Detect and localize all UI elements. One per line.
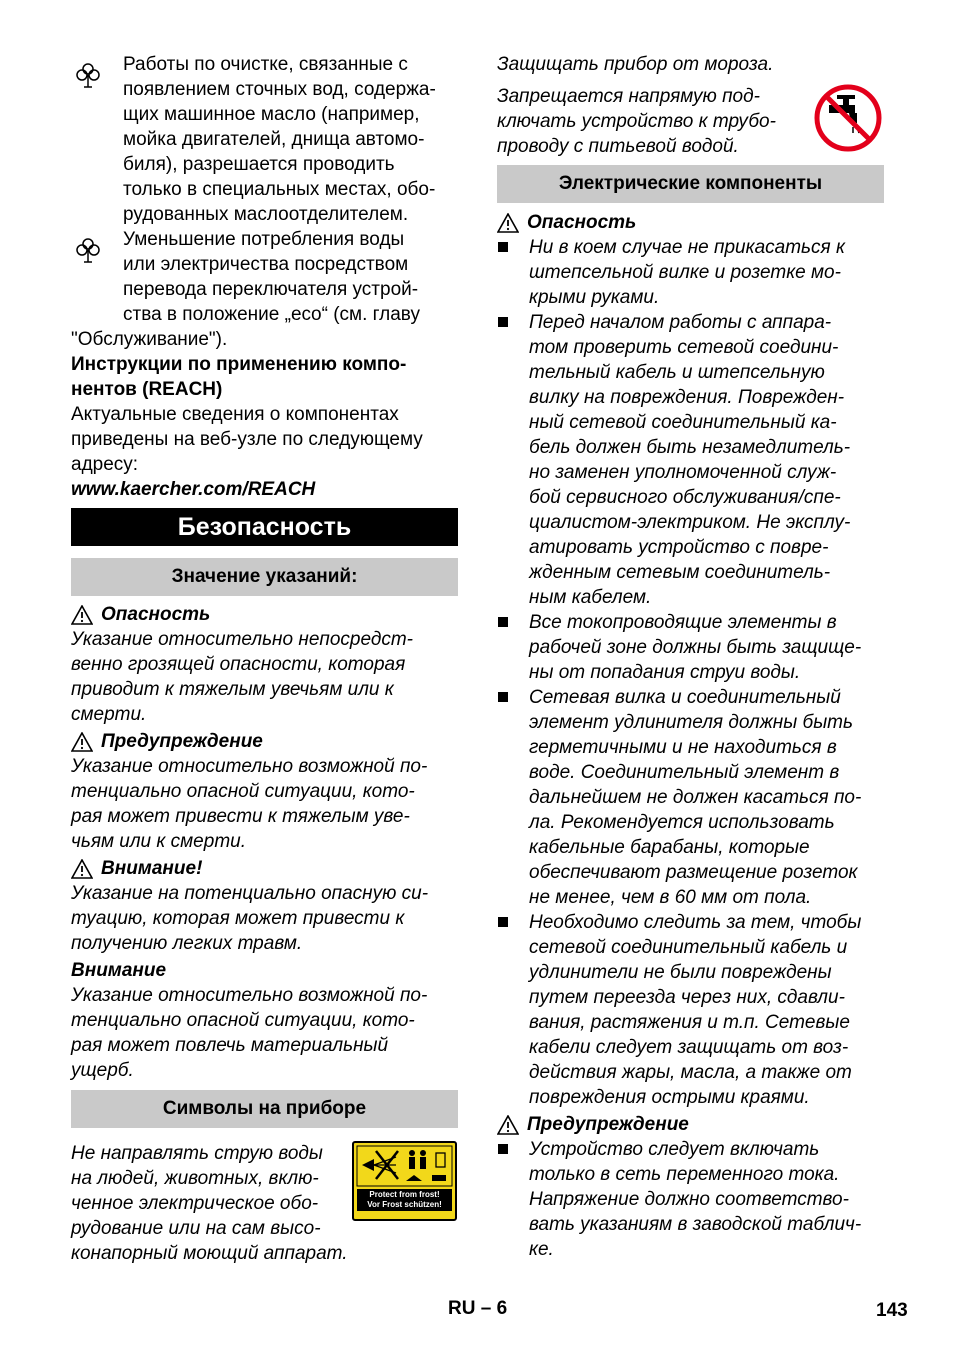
label-line: Vor Frost schützen!	[367, 1200, 442, 1209]
text-line: Работы по очистке, связанные с	[123, 54, 408, 75]
text-line: адресу:	[71, 454, 139, 475]
text-line: только в специальных местах, обо-	[123, 179, 436, 200]
frost-note: Защищать прибор от мороза.	[497, 54, 774, 75]
warning-triangle-icon	[71, 859, 93, 879]
text-line: Все токопроводящие элементы в	[529, 612, 837, 633]
text-line: вания, растяжения и т.п. Сетевые	[529, 1012, 850, 1033]
text-line: воде. Соединительный элемент в	[529, 762, 840, 783]
text-line: ке.	[529, 1239, 554, 1260]
text-line: тенциально опасной ситуации, кото-	[71, 1010, 415, 1031]
list-item	[497, 310, 884, 610]
environment-icon	[73, 60, 103, 90]
warning-triangle-icon	[497, 213, 519, 233]
text-line: перевода переключателя устрой-	[123, 279, 419, 300]
text-line: смерти.	[71, 704, 147, 725]
danger-heading	[71, 602, 458, 627]
text-line: Перед началом работы с аппара-	[529, 312, 832, 333]
text-line: вать указаниям в заводской таблич-	[529, 1214, 862, 1235]
text-line: ны от попадания струи воды.	[529, 662, 801, 683]
text-line: Устройство следует включать	[529, 1139, 820, 1160]
text-line: штепсельной вилке и розетке мо-	[529, 262, 841, 283]
text-line: Напряжение должно соответство-	[529, 1189, 849, 1210]
list-item	[497, 685, 884, 910]
list-item	[497, 610, 884, 685]
text-line: повреждения острыми краями.	[529, 1087, 810, 1108]
text-line: кабели следует защищать от воз-	[529, 1037, 849, 1058]
text-line: получению легких травм.	[71, 933, 303, 954]
text-line: ла. Рекомендуется использовать	[529, 812, 835, 833]
text-line: ный сетевой соединительный ка-	[529, 412, 837, 433]
text-line: том проверить сетевой соедини-	[529, 337, 839, 358]
reach-title: нентов (REACH)	[71, 379, 223, 400]
text-line: тельный кабель и штепсельную	[529, 362, 825, 383]
text-line: мойка двигателей, днища автомо-	[123, 129, 425, 150]
text-line: ключать устройство к трубо-	[497, 111, 776, 132]
warning-triangle-icon	[497, 1115, 519, 1135]
text-line: бой сервисного обслуживания/спе-	[529, 487, 841, 508]
text-line: Ни в коем случае не прикасаться к	[529, 237, 845, 258]
list-item	[497, 1137, 884, 1262]
danger-label: Опасность	[527, 212, 637, 233]
electric-danger-list	[497, 210, 884, 1262]
text-line: обеспечивают размещение розеток	[529, 862, 858, 883]
text-line: Необходимо следить за тем, чтобы	[529, 912, 862, 933]
danger-label: Опасность	[101, 604, 211, 625]
notice-heading	[71, 958, 458, 983]
text-line: вилку на повреждения. Поврежден-	[529, 387, 845, 408]
text-line: Запрещается напрямую под-	[497, 86, 760, 107]
environment-note-1	[71, 52, 458, 227]
text-line: Актуальные сведения о компонентах	[71, 404, 399, 425]
text-line: герметичными и не находиться в	[529, 737, 837, 758]
danger-heading	[497, 210, 884, 235]
warning-triangle-icon	[71, 732, 93, 752]
text-line: конапорный моющий аппарат.	[71, 1243, 348, 1264]
no-spray-pictogram-icon	[354, 1143, 455, 1189]
text-line: циалистом-электриком. Не эксплу-	[529, 512, 851, 533]
text-line: рабочей зоне должны быть защище-	[529, 637, 862, 658]
text-line: рудование или на сам высо-	[71, 1218, 321, 1239]
text-line: Указание относительно возможной по-	[71, 985, 428, 1006]
text-line: элемент удлинителя должны быть	[529, 712, 854, 733]
reach-url[interactable]: www.kaercher.com/REACH	[71, 479, 316, 500]
text-line: на людей, животных, вклю-	[71, 1168, 319, 1189]
text-line: Указание на потенциально опасную си-	[71, 883, 429, 904]
drinking-water-note	[497, 84, 807, 159]
list-item	[497, 235, 884, 310]
text-line: венно грозящей опасности, которая	[71, 654, 406, 675]
label-line: Protect from frost!	[369, 1190, 440, 1199]
text-line: "Обслуживание").	[71, 329, 228, 350]
text-line: приводит к тяжелым увечьям или к	[71, 679, 394, 700]
text-line: действия жары, масла, а также от	[529, 1062, 852, 1083]
text-line: бель должен быть незамедлитель-	[529, 437, 851, 458]
text-line: только в сеть переменного тока.	[529, 1164, 840, 1185]
text-line: тенциально опасной ситуации, кото-	[71, 781, 415, 802]
text-line: или электричества посредством	[123, 254, 409, 275]
list-item	[497, 910, 884, 1110]
warning-label: Предупреждение	[101, 731, 263, 752]
text-line: проводу с питьевой водой.	[497, 136, 739, 157]
text-line: удлинители не были повреждены	[529, 962, 832, 983]
reach-section	[71, 352, 458, 502]
text-line: туацию, которая может привести к	[71, 908, 405, 929]
text-line: приведены на веб-узле по следующему	[71, 429, 423, 450]
text-line: ченное электрическое обо-	[71, 1193, 319, 1214]
reach-title: Инструкции по применению компо-	[71, 354, 407, 375]
text-line: Указание относительно возможной по-	[71, 756, 428, 777]
symbols-text	[71, 1141, 361, 1266]
caution-heading	[71, 856, 458, 881]
text-line: биля), разрешается проводить	[123, 154, 395, 175]
warning-heading	[71, 729, 458, 754]
text-line: чьям или к смерти.	[71, 831, 246, 852]
text-line: рудованных маслоотделителем.	[123, 204, 409, 225]
text-line: Не направлять струю воды	[71, 1143, 323, 1164]
text-line: ущерб.	[71, 1060, 134, 1081]
text-line: появлением сточных вод, содержа-	[123, 79, 436, 100]
hazard-levels	[71, 602, 458, 1083]
footer-section: RU – 6	[448, 1298, 508, 1319]
text-line: ства в положение „eco“ (см. главу	[123, 304, 420, 325]
text-line: крыми руками.	[529, 287, 660, 308]
warning-heading	[497, 1112, 884, 1137]
text-line: щих машинное масло (например,	[123, 104, 420, 125]
text-line: сетевой соединительный кабель и	[529, 937, 848, 958]
device-warning-label	[352, 1141, 457, 1221]
text-line: ным кабелем.	[529, 587, 652, 608]
caution-label: Внимание!	[101, 858, 203, 879]
no-drinking-water-connection-icon	[813, 83, 883, 153]
environment-icon	[73, 235, 103, 265]
text-line: Сетевая вилка и соединительный	[529, 687, 841, 708]
text-line: Указание относительно непосредст-	[71, 629, 413, 650]
symbols-heading: Символы на приборе	[71, 1090, 458, 1128]
safety-heading: Безопасность	[71, 508, 458, 546]
warning-triangle-icon	[71, 605, 93, 625]
page-number: 143	[876, 1300, 908, 1321]
text-line: рая может привести к тяжелым уве-	[71, 806, 410, 827]
meaning-heading: Значение указаний:	[71, 558, 458, 596]
text-line: путем переезда через них, сдавли-	[529, 987, 845, 1008]
frost-label	[357, 1189, 452, 1211]
text-line: но заменен уполномоченной служ-	[529, 462, 837, 483]
text-line: рая может повлечь материальный	[71, 1035, 389, 1056]
electric-heading: Электрические компоненты	[497, 165, 884, 203]
text-line: кабельные барабаны, которые	[529, 837, 810, 858]
warning-label: Предупреждение	[527, 1114, 689, 1135]
environment-note-2	[71, 227, 458, 352]
text-line: Уменьшение потребления воды	[123, 229, 405, 250]
text-line: дальнейшем не должен касаться по-	[529, 787, 862, 808]
text-line: атировать устройство с повре-	[529, 537, 829, 558]
notice-label: Внимание	[71, 960, 167, 981]
text-line: жденным сетевым соединитель-	[529, 562, 831, 583]
text-line: не менее, чем в 60 мм от пола.	[529, 887, 812, 908]
